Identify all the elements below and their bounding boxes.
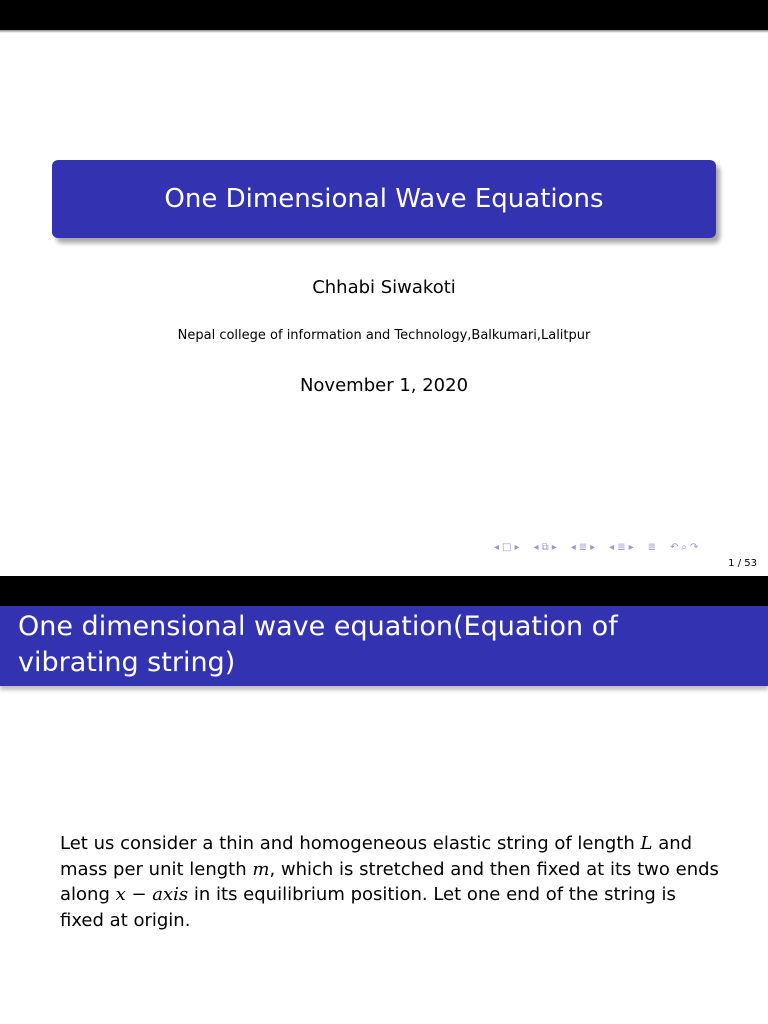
nav-next-subsection-icon[interactable]: ▸	[551, 542, 557, 553]
slide-top-bar	[0, 576, 768, 606]
body-text-part: Let us consider a thin and homogeneous elastic string of length	[60, 833, 641, 854]
nav-prev-subsection-icon[interactable]: ◂	[533, 542, 539, 553]
nav-document-section-icon[interactable]: ≣	[617, 542, 626, 553]
author: Chhabi Siwakoti	[312, 277, 456, 298]
nav-section-icon[interactable]: ≣	[578, 542, 588, 553]
math-variable: L	[640, 833, 653, 854]
nav-next-slide-icon[interactable]: ▸	[514, 542, 520, 553]
slide-2	[0, 576, 768, 1024]
nav-next-document-icon[interactable]: ▸	[628, 542, 634, 553]
nav-forward-icon[interactable]: ↷	[690, 542, 699, 553]
nav-next-section-icon[interactable]: ▸	[590, 542, 596, 553]
title-box	[52, 160, 716, 238]
body-text-part: and mass per unit length	[60, 833, 693, 880]
frame-title: One dimensional wave equation(Equation of vibrating string)	[0, 606, 768, 686]
institute: Nepal college of information and Technology,Balkumari,Lalitpur	[177, 328, 591, 343]
date: November 1, 2020	[299, 375, 469, 396]
beamer-navigation-bar	[494, 541, 698, 555]
nav-back-icon[interactable]: ↶	[670, 542, 679, 553]
body-paragraph	[60, 831, 720, 933]
nav-frame-icon[interactable]: □	[502, 542, 512, 553]
nav-prev-slide-icon[interactable]: ◂	[494, 542, 500, 553]
slide-top-bar	[0, 0, 768, 30]
nav-search-icon[interactable]: ⌕	[681, 542, 688, 553]
nav-prev-document-icon[interactable]: ◂	[609, 542, 615, 553]
body-text-part: , which is stretched and then fixed at its two ends along	[60, 858, 719, 905]
nav-document-icon[interactable]: ≣	[647, 542, 657, 553]
math-variable: m	[252, 858, 270, 880]
nav-subsection-icon[interactable]: ⧉	[541, 542, 549, 553]
nav-prev-section-icon[interactable]: ◂	[570, 542, 576, 553]
body-text-part: in its equilibrium position. Let one end of the string is fixed at origin.	[60, 884, 676, 931]
math-expression: x − axis	[115, 884, 189, 905]
slide-title: One Dimensional Wave Equations	[164, 184, 604, 214]
page-number: 1 / 53	[728, 558, 757, 569]
